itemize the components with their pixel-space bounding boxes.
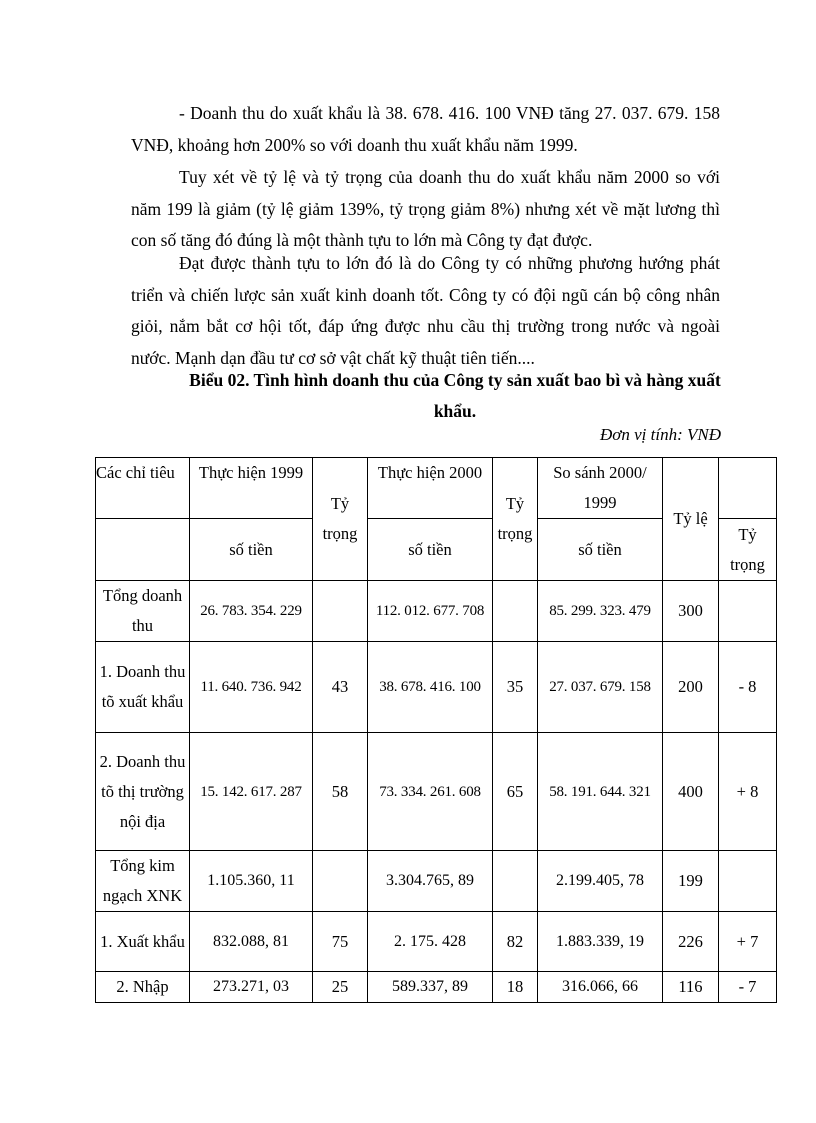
cell-diff: 2.199.405, 78: [538, 851, 663, 912]
cell-weight-2000: [493, 851, 538, 912]
unit-label: Đơn vị tính: VNĐ: [600, 425, 721, 444]
paragraph-export-revenue: - Doanh thu do xuất khẩu là 38. 678. 416. 100 VNĐ tăng 27. 037. 679. 158 VNĐ, khoảng hơn 200% so với doanh thu xuất khẩu năm 1999.: [131, 103, 720, 155]
header-amount-2000: số tiền: [368, 519, 493, 581]
table-row: [96, 581, 777, 642]
cell-weight-2000: 65: [493, 733, 538, 851]
table-row: [96, 851, 777, 912]
cell-ratio: 199: [663, 851, 719, 912]
cell-diff: 85. 299. 323. 479: [538, 581, 663, 642]
cell-2000: 589.337, 89: [368, 972, 493, 1003]
row-label: 2. Nhập: [96, 972, 190, 1003]
table-row: [96, 972, 777, 1003]
cell-weight-1999: [313, 851, 368, 912]
cell-diff: 316.066, 66: [538, 972, 663, 1003]
row-label: Tổng doanh thu: [96, 581, 190, 642]
header-amount-compare: số tiền: [538, 519, 663, 581]
cell-2000: 112. 012. 677. 708: [368, 581, 493, 642]
cell-diff: 58. 191. 644. 321: [538, 733, 663, 851]
table-title: Biểu 02. Tình hình doanh thu của Công ty sản xuất bao bì và hàng xuất khẩu.: [189, 370, 721, 421]
table-row: [96, 733, 777, 851]
cell-2000: 3.304.765, 89: [368, 851, 493, 912]
cell-ratio: 116: [663, 972, 719, 1003]
header-perf-1999: Thực hiện 1999: [190, 458, 313, 519]
cell-diff: 1.883.339, 19: [538, 912, 663, 972]
table-row: [96, 642, 777, 733]
cell-1999: 273.271, 03: [190, 972, 313, 1003]
cell-1999: 26. 783. 354. 229: [190, 581, 313, 642]
header-weight-2000: Tỷ trọng: [493, 458, 538, 581]
header-ratio: Tỷ lệ: [663, 458, 719, 581]
cell-weight-1999: 25: [313, 972, 368, 1003]
table-row: [96, 912, 777, 972]
cell-weight-change: - 8: [719, 642, 777, 733]
header-amount-1999: số tiền: [190, 519, 313, 581]
cell-weight-1999: 58: [313, 733, 368, 851]
row-label: Tổng kim ngạch XNK: [96, 851, 190, 912]
header-perf-2000: Thực hiện 2000: [368, 458, 493, 519]
header-blank: [719, 458, 777, 519]
revenue-table: [95, 457, 777, 1003]
cell-2000: 73. 334. 261. 608: [368, 733, 493, 851]
cell-ratio: 200: [663, 642, 719, 733]
cell-ratio: 226: [663, 912, 719, 972]
header-weight-1999: Tỷ trọng: [313, 458, 368, 581]
cell-weight-2000: 35: [493, 642, 538, 733]
cell-1999: 1.105.360, 11: [190, 851, 313, 912]
paragraph-ratio-analysis: Tuy xét về tỷ lệ và tỷ trọng của doanh thu do xuất khẩu năm 2000 so với năm 199 là giảm (tỷ lệ giảm 139%, tỷ trọng giảm 8%) nhưng xét về mặt lương thì con số tăng đó đúng là một thành tựu to lớn mà Công ty đạt được.: [131, 167, 720, 250]
cell-1999: 15. 142. 617. 287: [190, 733, 313, 851]
cell-weight-change: + 8: [719, 733, 777, 851]
header-weight-change: Tỷ trọng: [719, 519, 777, 581]
header-compare: So sánh 2000/ 1999: [538, 458, 663, 519]
cell-weight-1999: [313, 581, 368, 642]
cell-weight-change: - 7: [719, 972, 777, 1003]
cell-weight-change: [719, 581, 777, 642]
cell-diff: 27. 037. 679. 158: [538, 642, 663, 733]
header-indicators: Các chỉ tiêu: [96, 458, 190, 519]
cell-2000: 2. 175. 428: [368, 912, 493, 972]
cell-1999: 832.088, 81: [190, 912, 313, 972]
cell-weight-2000: 18: [493, 972, 538, 1003]
cell-weight-change: + 7: [719, 912, 777, 972]
row-label: 1. Doanh thu tõ xuất khẩu: [96, 642, 190, 733]
paragraph-achievements: Đạt được thành tựu to lớn đó là do Công ty có những phương hướng phát triển và chiến lược sản xuất kinh doanh tốt. Công ty có đội ngũ cán bộ công nhân giỏi, nắm bắt cơ hội tốt, đáp ứng được nhu cầu thị trường trong nước và ngoài nước. Mạnh dạn đầu tư cơ sở vật chất kỹ thuật tiên tiến....: [131, 253, 720, 368]
cell-weight-1999: 75: [313, 912, 368, 972]
cell-weight-1999: 43: [313, 642, 368, 733]
cell-weight-2000: [493, 581, 538, 642]
row-label: 1. Xuất khẩu: [96, 912, 190, 972]
cell-2000: 38. 678. 416. 100: [368, 642, 493, 733]
header-blank-indicator: [96, 519, 190, 581]
cell-ratio: 300: [663, 581, 719, 642]
cell-weight-2000: 82: [493, 912, 538, 972]
cell-1999: 11. 640. 736. 942: [190, 642, 313, 733]
cell-weight-change: [719, 851, 777, 912]
row-label: 2. Doanh thu tõ thị trường nội địa: [96, 733, 190, 851]
cell-ratio: 400: [663, 733, 719, 851]
